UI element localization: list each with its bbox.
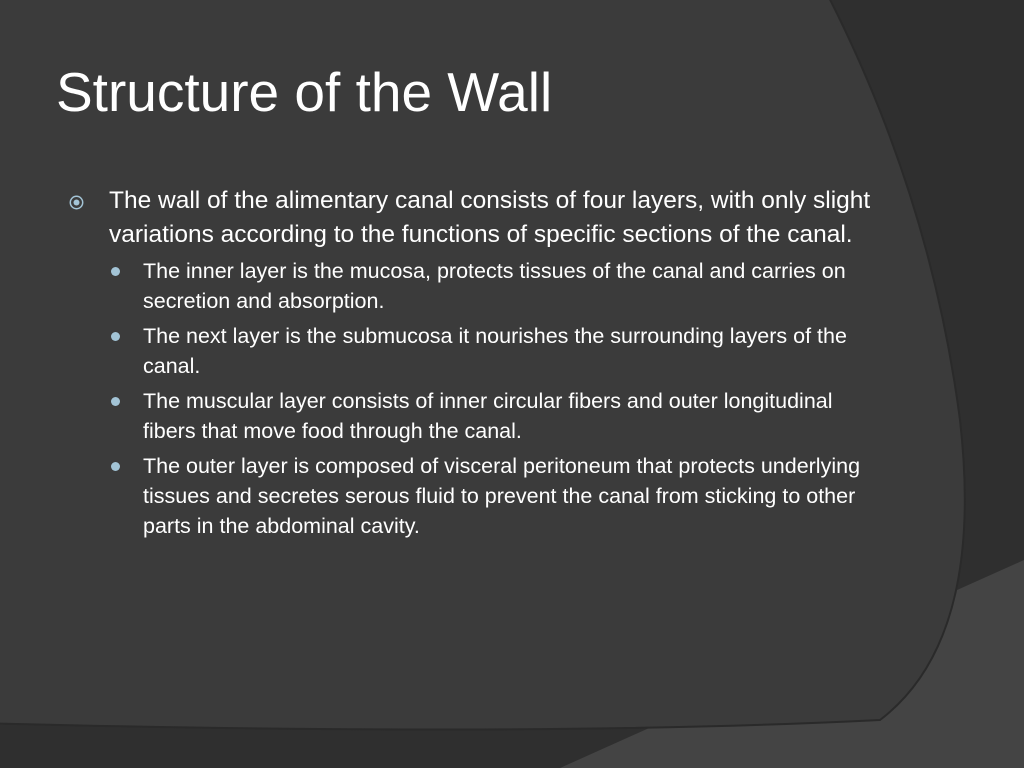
circle-dot-bullet-icon	[69, 195, 84, 210]
sub-bullet-text: The muscular layer consists of inner circular fibers and outer longitudinal fibers that move food through the canal.	[143, 389, 833, 443]
sub-bullet-item	[62, 451, 882, 541]
bullet-level1	[62, 184, 882, 252]
sub-bullet-item	[62, 386, 882, 446]
dot-bullet-icon	[111, 462, 120, 471]
dot-bullet-icon	[111, 332, 120, 341]
sub-bullet-text: The inner layer is the mucosa, protects tissues of the canal and carries on secretion and absorption.	[143, 259, 846, 313]
sub-bullet-item	[62, 321, 882, 381]
slide-content	[62, 184, 882, 546]
slide-title: Structure of the Wall	[56, 61, 553, 123]
sub-bullet-item	[62, 256, 882, 316]
sub-bullet-list	[62, 256, 882, 541]
sub-bullet-text: The outer layer is composed of visceral peritoneum that protects underlying tissues and secretes serous fluid to prevent the canal from sticking to other parts in the abdominal cavity.	[143, 454, 861, 538]
bullet-level1-text: The wall of the alimentary canal consists of four layers, with only slight variations according to the functions of specific sections of the canal.	[109, 187, 871, 248]
sub-bullet-text: The next layer is the submucosa it nourishes the surrounding layers of the canal.	[143, 324, 847, 378]
dot-bullet-icon	[111, 267, 120, 276]
dot-bullet-icon	[111, 397, 120, 406]
